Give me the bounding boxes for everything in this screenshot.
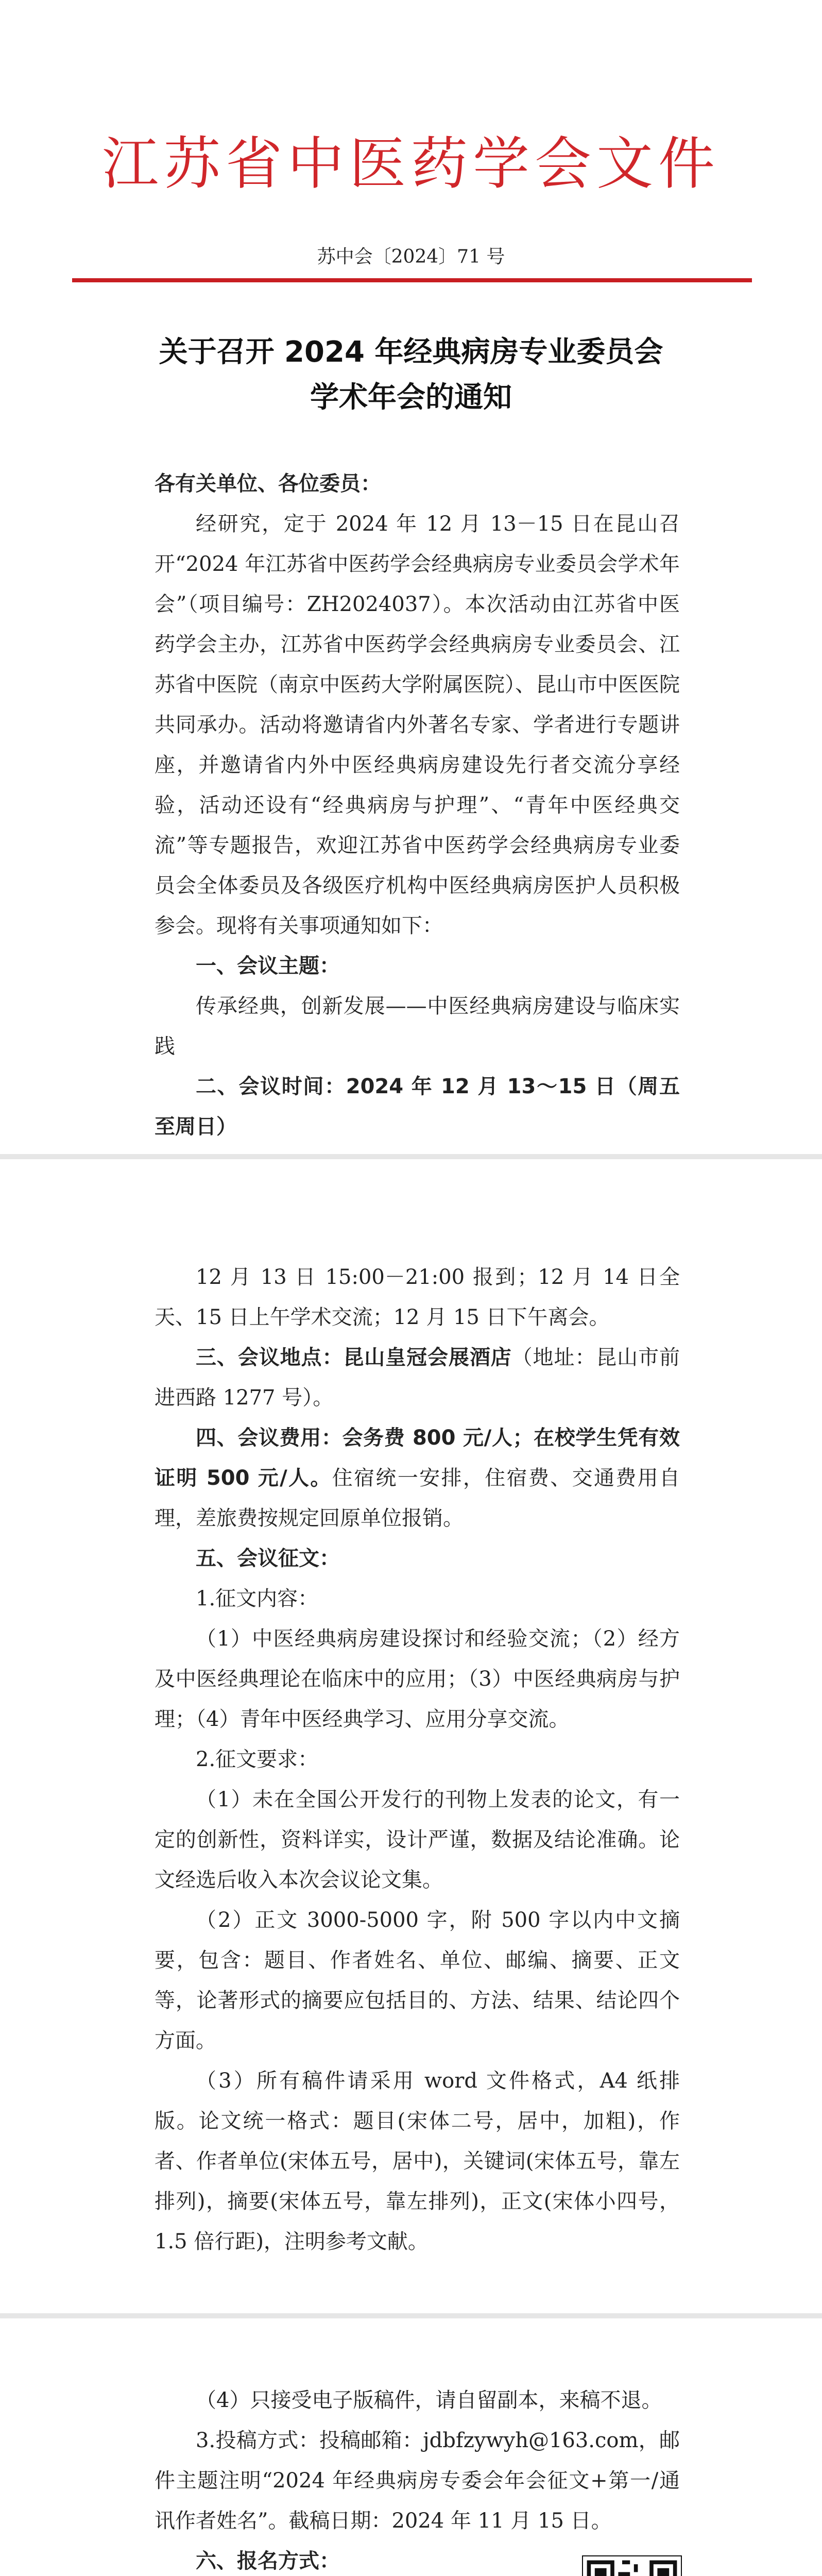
- requirement-3: （3）所有稿件请采用 word 文件格式，A4 纸排版。论文统一格式：题目(宋体二号，居中，加粗)，作者、作者单位(宋体五号，居中)，关键词(宋体五号，靠左排列)，摘要(宋体五号，靠左排列)，正文(宋体小四号，1.5 倍行距)，注明参考文献。: [155, 2069, 680, 2253]
- salutation: 各有关单位、各位委员：: [155, 472, 381, 496]
- section6-heading: 六、报名方式：: [196, 2549, 340, 2573]
- sub1-label: 1.征文内容：: [196, 1587, 319, 1611]
- requirement-2: （2）正文 3000-5000 字，附 500 字以内中文摘要，包含：题目、作者姓名、单位、邮编、摘要、正文等，论著形式的摘要应包括目的、方法、结果、结论四个方面。: [155, 1908, 680, 2053]
- notice-title-line2: 学术年会的通知: [310, 381, 512, 414]
- registration-qr-code[interactable]: [582, 2555, 682, 2576]
- intro-paragraph: 经研究，定于 2024 年 12 月 13－15 日在昆山召开“2024 年江苏省中医药学会经典病房专业委员会学术年会”（项目编号：ZH2024037）。本次活动由江苏省中医药学会主办，江苏省中医药学会经典病房专业委员会、江苏省中医院（南京中医药大学附属医院）、昆山市中医医院共同承办。活动将邀请省内外著名专家、学者进行专题讲座，并邀请省内外中医经典病房建设先行者交流分享经验，活动还设有“经典病房与护理”、“青年中医经典交流”等专题报告，欢迎江苏省中医药学会经典病房专业委员会全体委员及各级医疗机构中医经典病房医护人员积极参会。现将有关事项通知如下：: [155, 512, 680, 938]
- section2-heading: 二、会议时间：2024 年 12 月 13～15 日（周五至周日）: [155, 1075, 680, 1139]
- section4: [155, 1418, 680, 1538]
- page2-body: [155, 1257, 680, 2262]
- section4-text: 住宿统一安排，住宿费、交通费用自理，差旅费按规定回原单位报销。: [155, 1466, 680, 1530]
- requirement-4: （4）只接受电子版稿件，请自留副本，来稿不退。: [196, 2388, 662, 2412]
- submission-info: 3.投稿方式：投稿邮箱：jdbfzywyh@163.com，邮件主题注明“2024 年经典病房专委会年会征文+第一/通讯作者姓名”。截稿日期：2024 年 11 月 15 日。: [155, 2429, 680, 2533]
- section3-text: （地址：昆山市前进西路 1277 号）。: [155, 1346, 680, 1410]
- red-divider-line: [72, 278, 752, 282]
- org-header-title: 江苏省中医药学会文件: [102, 131, 720, 197]
- time-detail: 12 月 13 日 15:00－21:00 报到；12 月 14 日全天、15 日上午学术交流；12 月 15 日下午离会。: [155, 1265, 680, 1329]
- section3: [155, 1337, 680, 1418]
- sub1-text: （1）中医经典病房建设探讨和经验交流；（2）经方及中医经典理论在临床中的应用；（3）中医经典病房与护理；（4）青年中医经典学习、应用分享交流。: [155, 1627, 680, 1731]
- page1-body: [155, 464, 680, 1147]
- document-page-2: [0, 1159, 822, 2318]
- document-number: 苏中会〔2024〕71 号: [317, 246, 505, 267]
- section4-heading: 四、会议费用：会务费 800 元/人；在校学生凭有效证明 500 元/人。: [155, 1426, 680, 1490]
- sub2-label: 2.征文要求：: [196, 1748, 319, 1771]
- document-page-3: [0, 2318, 822, 2576]
- section5-heading: 五、会议征文：: [196, 1547, 340, 1570]
- section1-text: 传承经典，创新发展——中医经典病房建设与临床实践: [155, 994, 680, 1058]
- notice-title: [0, 330, 822, 420]
- page3-body: [155, 2380, 680, 2576]
- document-page-1: [0, 0, 822, 1159]
- section1-heading: 一、会议主题：: [196, 954, 340, 978]
- requirement-1: （1）未在全国公开发行的刊物上发表的论文，有一定的创新性，资料详实，设计严谨，数据及结论准确。论文经选后收入本次会议论文集。: [155, 1788, 680, 1892]
- section3-heading: 三、会议地点：昆山皇冠会展酒店: [196, 1346, 512, 1369]
- notice-title-line1: 关于召开 2024 年经典病房专业委员会: [159, 335, 663, 369]
